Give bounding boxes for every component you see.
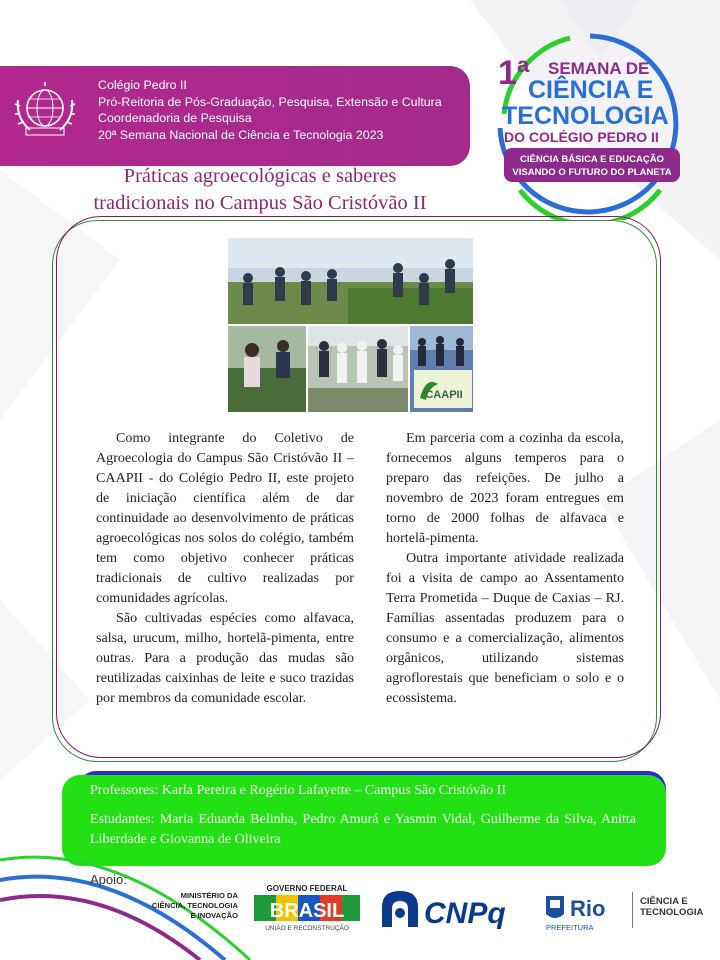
sponsor-divider xyxy=(632,892,633,928)
body-column-left xyxy=(96,428,354,708)
body-column-right xyxy=(386,428,624,708)
governo-federal-logo xyxy=(252,883,362,933)
badge-number: 1ª xyxy=(498,54,530,92)
event-badge xyxy=(490,30,690,220)
title-line: Práticas agroecológicas e saberes xyxy=(123,165,397,187)
ct-line: TECNOLOGIA xyxy=(640,907,704,918)
page-title xyxy=(40,163,480,217)
header-line: Colégio Pedro II xyxy=(98,78,187,92)
caapii-logo: CAAPII xyxy=(425,389,463,401)
students-line: Estudantes: Maria Eduarda Belinha, Pedro Amurá e Yasmin Vidal, Guilherme da Silva, Anitta Liberdade e Giovanna de Oliveira xyxy=(90,812,636,847)
gov-bottom-text: UNIÃO E RECONSTRUÇÃO xyxy=(265,925,349,932)
mcti-logo xyxy=(128,891,238,921)
gov-word: BRASIL xyxy=(269,900,345,922)
rio-sub-text: PREFEITURA xyxy=(546,923,594,932)
mcti-line: E INOVAÇÃO xyxy=(190,911,238,920)
rio-text: Rio xyxy=(570,896,606,921)
photo-collage xyxy=(228,238,473,412)
mcti-line: CIÊNCIA, TECNOLOGIA xyxy=(151,901,238,910)
body-paragraph: São cultivadas espécies como alfavaca, salsa, urucum, milho, hortelã-pimenta, entre outras. Para a produção das mudas são reutilizadas caixinhas de leite e suco trazidas por membros da comunidade escolar. xyxy=(96,610,354,706)
badge-line4: DO COLÉGIO PEDRO II xyxy=(504,129,659,145)
decorative-swoosh xyxy=(0,820,260,960)
badge-line3: TECNOLOGIA xyxy=(502,102,669,130)
header-line: 20ª Semana Nacional de Ciência e Tecnologia 2023 xyxy=(98,127,384,142)
gov-top-text: GOVERNO FEDERAL xyxy=(266,884,348,893)
header-line: Coordenadoria de Pesquisa xyxy=(98,111,252,125)
colegio-pedro-ii-seal-icon xyxy=(12,78,78,144)
prefeitura-rio-logo xyxy=(542,888,632,932)
badge-tagline1: CIÊNCIA BÁSICA E EDUCAÇÃO xyxy=(520,154,664,165)
sponsors-label: Apoio: xyxy=(90,872,127,887)
body-paragraph: Como integrante do Coletivo de Agroecologia do Campus São Cristóvão II – CAAPII - do Colégio Pedro II, este projeto de iniciação científica além de dar continuidade ao desenvolvimento de práticas agroecológicas nos solos do colégio, também tem como objetivo conhecer práticas tradicionais de cultivo realizadas por comunidades agrícolas. xyxy=(96,430,354,606)
institution-header xyxy=(98,77,442,143)
cnpq-logo xyxy=(378,885,528,935)
cnpq-text: CNPq xyxy=(424,897,506,930)
header-line: Pró-Reitoria de Pós-Graduação, Pesquisa, Extensão e Cultura xyxy=(98,94,442,109)
professors-line: Professores: Karla Pereira e Rogério Lafayette – Campus São Cristóvão II xyxy=(90,783,506,798)
badge-line2: CIÊNCIA E xyxy=(528,76,654,104)
mcti-line: MINISTÉRIO DA xyxy=(180,891,238,900)
ciencia-tecnologia-logo xyxy=(640,896,703,918)
badge-tagline2: VISANDO O FUTURO DO PLANETA xyxy=(512,167,672,178)
body-paragraph: Outra importante atividade realizada foi a visita de campo ao Assentamento Terra Prometida – Duque de Caxias – RJ. Famílias assentadas produzem para o consumo e a comercialização, alimentos orgânicos, utilizando sistemas agroflorestais que beneficiam o solo e o ecossistema. xyxy=(386,550,624,706)
badge-line1: SEMANA DE xyxy=(548,59,650,78)
ct-line: CIÊNCIA E xyxy=(640,896,688,907)
title-line: tradicionais no Campus São Cristóvão II xyxy=(93,192,427,214)
body-paragraph: Em parceria com a cozinha da escola, fornecemos alguns temperos para o preparo das refeições. De julho a novembro de 2023 foram entregues em torno de 2000 folhas de alfavaca e hortelã-pimenta. xyxy=(386,430,624,546)
